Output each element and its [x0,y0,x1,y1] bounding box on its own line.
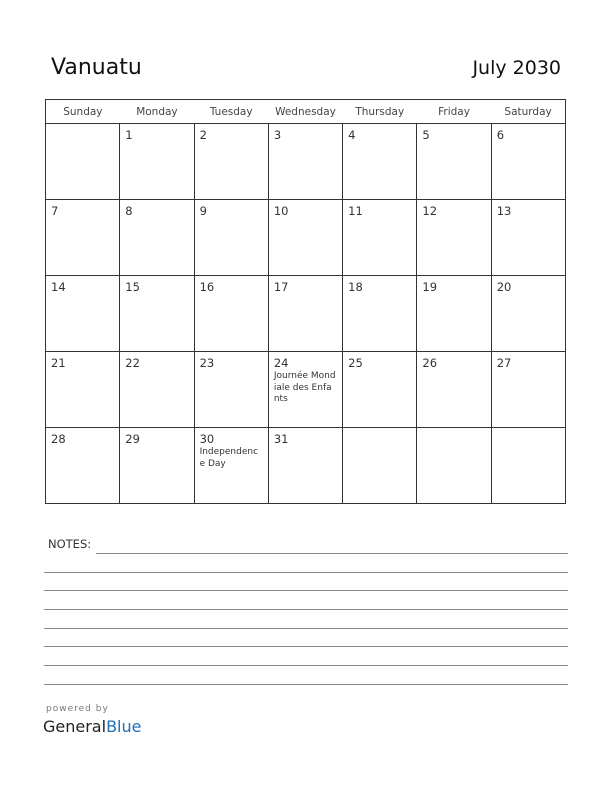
day-number: 23 [199,356,215,370]
day-number: 29 [125,432,140,446]
day-number: 14 [51,280,66,294]
day-cell [417,200,491,276]
day-number: 20 [496,280,512,294]
day-number: 25 [348,356,363,370]
day-cell [268,200,342,276]
day-cell [491,200,565,276]
day-number: 30 [199,432,215,446]
month-year-title: July 2030 [472,57,561,79]
day-cell [417,276,491,352]
note-line [44,628,568,629]
note-line [44,684,568,685]
day-cell [417,428,491,504]
day-number: 31 [273,432,289,446]
day-number: 11 [348,204,363,218]
day-cell [194,124,268,200]
day-cell [194,276,268,352]
weekday-monday: Monday [120,100,194,124]
note-line [44,590,568,591]
day-cell [120,124,194,200]
day-number: 6 [496,128,505,142]
brand-general: General [43,717,107,736]
day-number: 19 [422,280,438,294]
weekday-saturday: Saturday [491,100,565,124]
day-cell [46,352,120,428]
weekday-header-row [46,100,566,124]
weekday-friday: Friday [417,100,491,124]
week-row [46,124,566,200]
day-cell [491,352,565,428]
day-number: 8 [125,204,133,218]
weekday-tuesday: Tuesday [194,100,268,124]
note-line [44,609,568,610]
day-cell [194,352,268,428]
generalblue-logo [43,717,141,736]
day-cell [46,200,120,276]
day-cell [46,428,120,504]
day-number: 18 [348,280,363,294]
week-row [46,276,566,352]
day-number: 26 [422,356,438,370]
day-number: 22 [125,356,140,370]
weekday-thursday: Thursday [343,100,417,124]
day-cell [268,276,342,352]
day-cell [120,352,194,428]
day-cell [120,428,194,504]
day-number: 27 [496,356,512,370]
day-cell [491,428,565,504]
country-title: Vanuatu [51,55,142,80]
note-line [44,646,568,647]
holiday-label: Independence Day [199,447,259,469]
week-row [46,200,566,276]
notes-label: NOTES: [48,537,92,551]
day-cell [120,200,194,276]
day-cell [46,124,120,200]
day-cell [120,276,194,352]
day-cell [343,428,417,504]
day-number: 17 [273,280,289,294]
weekday-wednesday: Wednesday [268,100,342,124]
day-cell [343,352,417,428]
week-row [46,428,566,504]
day-cell [46,276,120,352]
day-number: 10 [273,204,289,218]
day-number: 12 [422,204,438,218]
day-cell [194,428,268,504]
day-cell [417,124,491,200]
day-number: 16 [199,280,215,294]
week-row [46,352,566,428]
day-number: 9 [199,204,207,218]
brand-blue: Blue [106,717,142,736]
day-cell [268,428,342,504]
note-line [96,553,568,554]
day-number: 21 [51,356,66,370]
calendar-grid [45,99,566,504]
day-cell [417,352,491,428]
day-number: 13 [496,204,512,218]
day-cell [491,276,565,352]
day-number: 3 [273,128,282,142]
day-number: 15 [125,280,140,294]
weekday-sunday: Sunday [46,100,120,124]
day-number: 2 [199,128,207,142]
day-cell [194,200,268,276]
day-number: 5 [422,128,430,142]
note-line [44,572,568,573]
day-cell [268,124,342,200]
holiday-label: Journée Mondiale des Enfants [273,371,336,404]
note-line [44,665,568,666]
powered-by-text: powered by [46,704,109,714]
day-cell [343,200,417,276]
day-number: 1 [125,128,133,142]
day-number: 7 [51,204,59,218]
day-number: 4 [348,128,356,142]
day-cell [343,124,417,200]
day-number: 24 [273,356,289,370]
day-cell [268,352,342,428]
day-number: 28 [51,432,66,446]
day-cell [491,124,565,200]
day-cell [343,276,417,352]
